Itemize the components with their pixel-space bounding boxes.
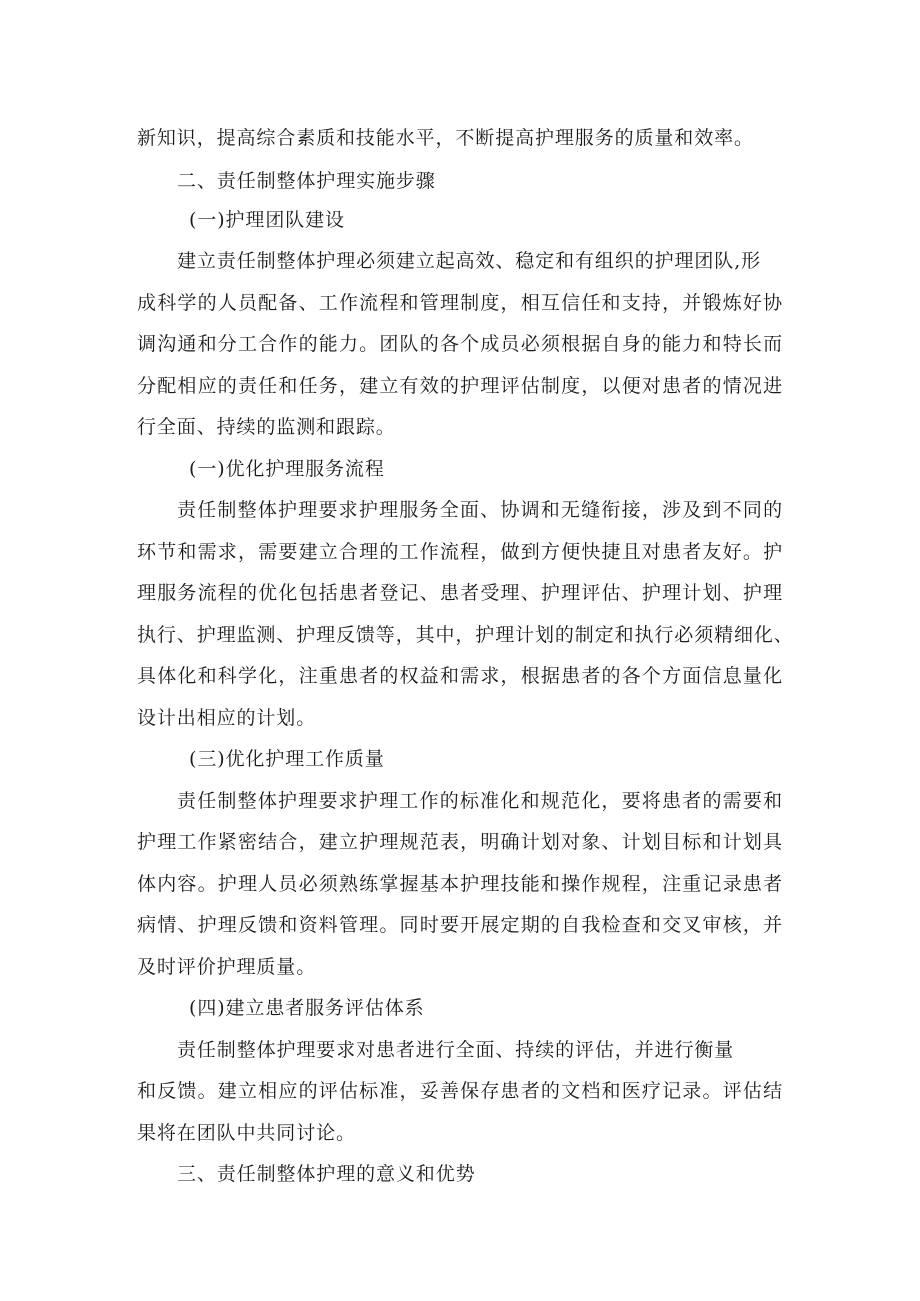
subsection-heading: (三)优化护理工作质量 [189,748,385,770]
section-heading: 二、责任制整体护理实施步骤 [177,170,436,192]
subsection-heading: (四)建立患者服务评估体系 [189,997,425,1019]
paragraph-line: 调沟通和分工合作的能力。团队的各个成员必须根据自身的能力和特长而 [137,333,783,355]
paragraph-line: 体内容。护理人员必须熟练掌握基本护理技能和操作规程，注重记录患者 [137,873,783,895]
paragraph-line: 建立责任制整体护理必须建立起高效、稳定和有组织的护理团队,形 [177,250,762,272]
paragraph-line: 成科学的人员配备、工作流程和管理制度，相互信任和支持，并锻炼好协 [137,292,783,314]
section-heading: 三、责任制整体护理的意义和优势 [177,1163,476,1185]
paragraph-line: 新知识，提高综合素质和技能水平，不断提高护理服务的质量和效率。 [137,127,754,149]
paragraph-line: 果将在团队中共同讨论。 [137,1122,356,1144]
paragraph-line: 和反馈。建立相应的评估标准，妥善保存患者的文档和医疗记录。评估结 [137,1080,783,1102]
paragraph-line: 及时评价护理质量。 [137,956,317,978]
paragraph-line: 理服务流程的优化包括患者登记、患者受理、护理评估、护理计划、护理 [137,582,783,604]
paragraph-line: 病情、护理反馈和资料管理。同时要开展定期的自我检查和交叉审核，并 [137,914,783,936]
paragraph-line: 责任制整体护理要求护理工作的标准化和规范化，要将患者的需要和 [177,790,783,812]
subsection-heading: (一)优化护理服务流程 [189,458,385,480]
paragraph-line: 责任制整体护理要求对患者进行全面、持续的评估，并进行衡量 [177,1039,735,1061]
paragraph-line: 分配相应的责任和任务，建立有效的护理评估制度，以便对患者的情况进 [137,375,783,397]
paragraph-line: 环节和需求，需要建立合理的工作流程，做到方便快捷且对患者友好。护 [137,541,783,563]
paragraph-line: 护理工作紧密结合，建立护理规范表，明确计划对象、计划目标和计划具 [137,831,783,853]
paragraph-line: 设计出相应的计划。 [137,707,317,729]
paragraph-line: 行全面、持续的监测和跟踪。 [137,416,396,438]
subsection-heading: (一)护理团队建设 [189,209,345,231]
paragraph-line: 具体化和科学化，注重患者的权益和需求，根据患者的各个方面信息量化 [137,665,783,687]
paragraph-line: 责任制整体护理要求护理服务全面、协调和无缝衔接，涉及到不同的 [177,499,783,521]
paragraph-line: 执行、护理监测、护理反馈等，其中，护理计划的制定和执行必须精细化、 [137,624,794,646]
